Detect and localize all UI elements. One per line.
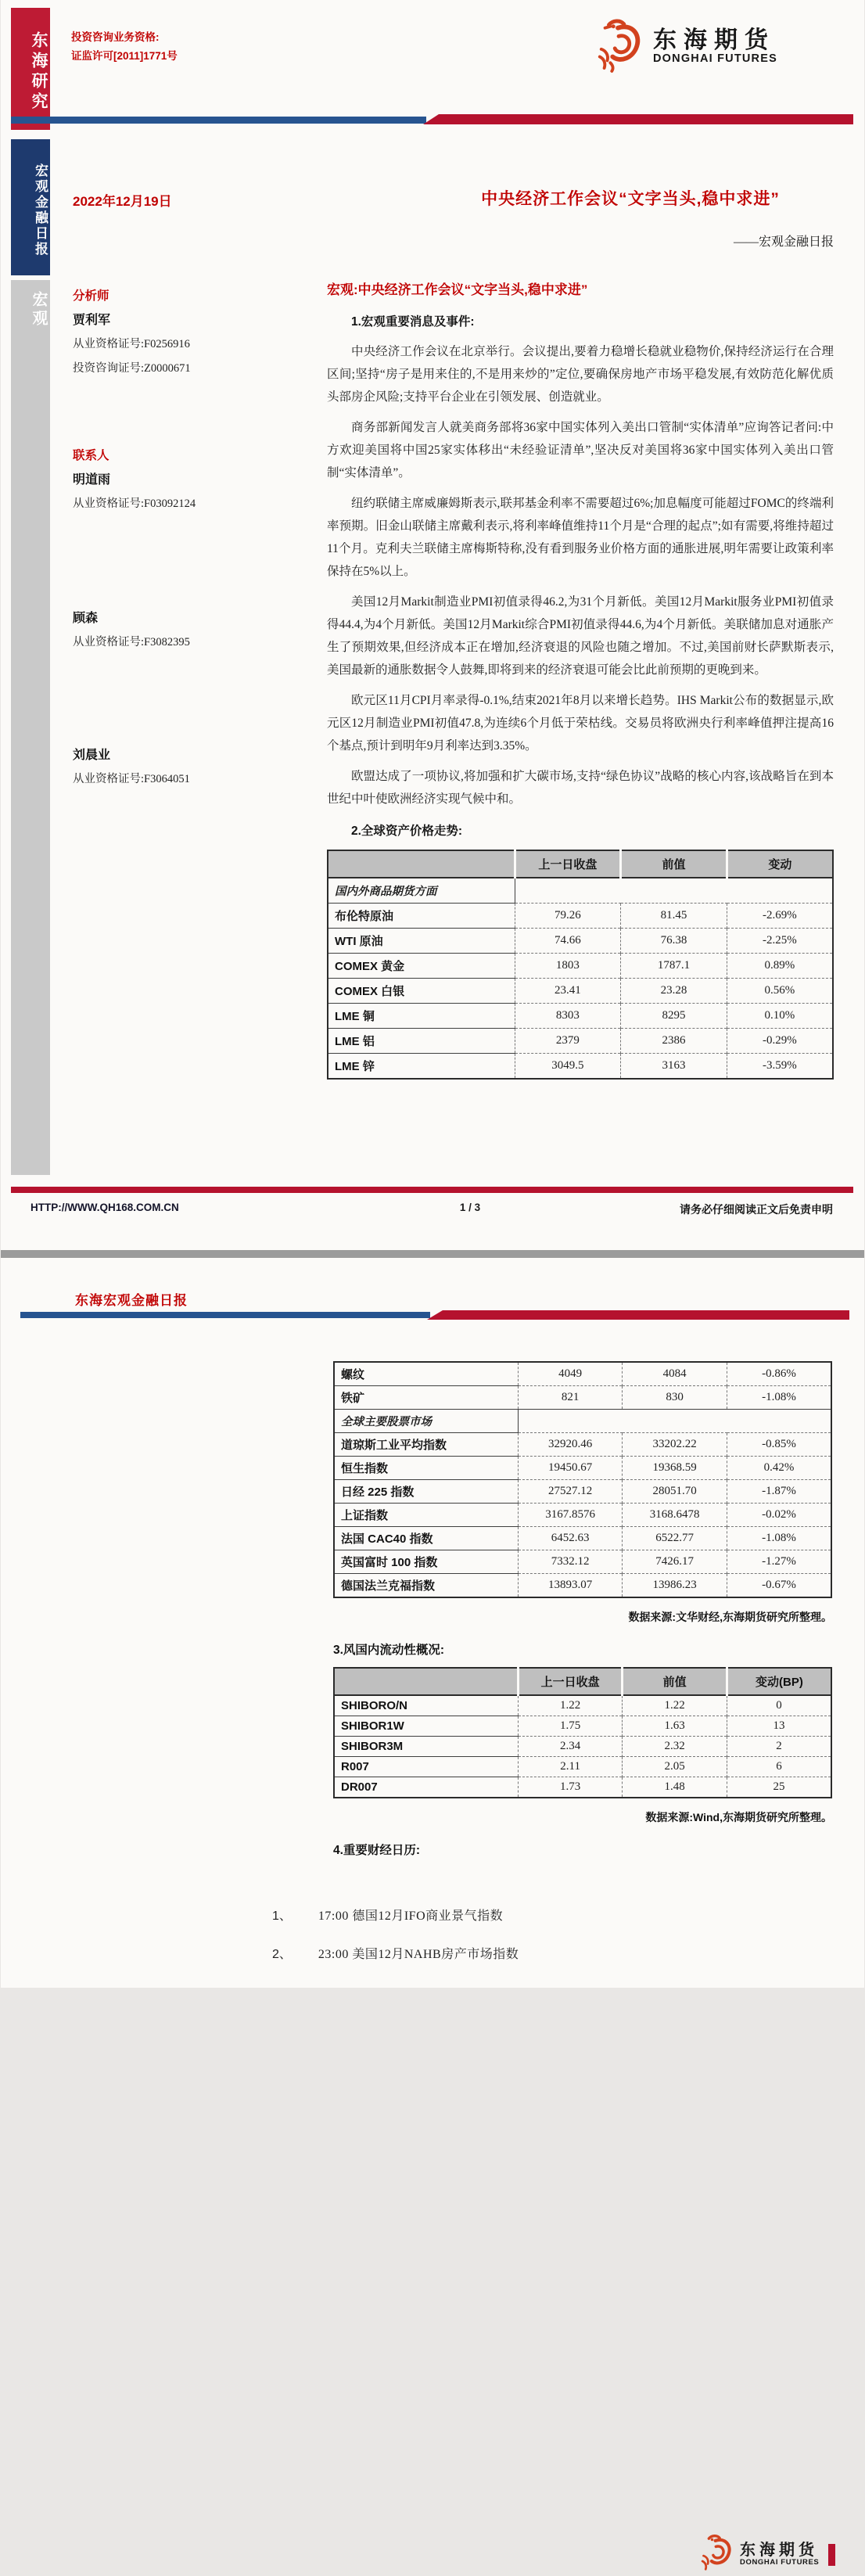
paragraph: 中央经济工作会议在北京举行。会议提出,要着力稳增长稳就业稳物价,保持经济运行在合理区间;坚持“房子是用来住的,不是用来炒的”定位,要确保房地产市场平稳发展,有效防范化解优质头部房企风险;支持平台企业在引领发展、创造就业。 — [327, 345, 834, 404]
report-date: 2022年12月19日 — [73, 194, 172, 209]
row-label: R007 — [334, 1757, 518, 1777]
row-label: SHIBORO/N — [334, 1695, 518, 1716]
row-close: 2.11 — [518, 1757, 623, 1777]
row-close: 27527.12 — [518, 1480, 623, 1504]
table-row — [334, 1716, 831, 1737]
calendar-item — [272, 1944, 835, 1962]
row-close: 79.26 — [515, 904, 621, 929]
row-close: 2.34 — [518, 1737, 623, 1757]
table-row — [328, 979, 833, 1004]
analyst-name: 贾利军 — [73, 314, 111, 327]
row-close: 1.75 — [518, 1716, 623, 1737]
qualification-line1: 投资咨询业务资格: — [71, 31, 160, 43]
calendar-item-text: 17:00 德国12月IFO商业景气指数 — [318, 1910, 504, 1923]
row-prev: 1.48 — [623, 1777, 727, 1798]
qualification-line2: 证监许可[2011]1771号 — [71, 50, 178, 62]
row-close: 23.41 — [515, 979, 621, 1004]
table-row — [334, 1737, 831, 1757]
table-section-label: 国内外商品期货方面 — [328, 878, 515, 904]
table-row — [334, 1457, 831, 1480]
row-change: -2.25% — [727, 929, 833, 954]
analyst-block — [73, 284, 307, 381]
macro-heading: 宏观:中央经济工作会议“文字当头,稳中求进” — [327, 282, 588, 297]
row-change: -0.29% — [727, 1029, 833, 1054]
row-change: -1.08% — [727, 1386, 831, 1410]
liquidity-table — [333, 1667, 832, 1798]
table-row — [334, 1757, 831, 1777]
analyst-cert: 从业资格证号:F0256916 — [73, 338, 190, 350]
table-row — [328, 1054, 833, 1080]
report-canvas — [1, 0, 864, 2567]
report-subtitle: ——宏观金融日报 — [733, 235, 834, 249]
page-number: 1 / 3 — [459, 1202, 481, 1213]
row-label: SHIBOR1W — [334, 1716, 518, 1737]
row-prev: 23.28 — [621, 979, 727, 1004]
table-row — [328, 929, 833, 954]
row-label: 上证指数 — [334, 1504, 518, 1527]
row-label: LME 铝 — [328, 1029, 515, 1054]
row-label: 德国法兰克福指数 — [334, 1574, 518, 1598]
page-divider — [1, 1250, 864, 1258]
table-header-close: 上一日收盘 — [515, 850, 621, 878]
economic-calendar — [272, 1906, 835, 1982]
section-title-4: 4.重要财经日历: — [333, 1844, 421, 1857]
row-prev: 6522.77 — [623, 1527, 727, 1550]
row-label: 铁矿 — [334, 1386, 518, 1410]
row-prev: 2.05 — [623, 1757, 727, 1777]
contact-block — [73, 743, 307, 792]
row-change: 6 — [727, 1757, 831, 1777]
table-row — [334, 1386, 831, 1410]
source-note-assets: 数据来源:文华财经,东海期货研究所整理。 — [628, 1611, 832, 1623]
divider-blue-segment — [11, 117, 426, 124]
calendar-item-number: 1、 — [272, 1910, 292, 1923]
article-body — [327, 278, 834, 1080]
row-prev: 19368.59 — [623, 1457, 727, 1480]
row-change: -1.08% — [727, 1527, 831, 1550]
contact-heading: 联系人 — [73, 449, 109, 462]
row-change: 0.10% — [727, 1004, 833, 1029]
donghai-logo-small — [699, 2533, 835, 2576]
row-change: 2 — [727, 1737, 831, 1757]
row-label: COMEX 白银 — [328, 979, 515, 1004]
contact-cert: 从业资格证号:F3064051 — [73, 773, 190, 785]
row-label: SHIBOR3M — [334, 1737, 518, 1757]
page-1 — [1, 0, 864, 1250]
table-row — [334, 1574, 831, 1598]
table-header-prev: 前值 — [623, 1668, 727, 1695]
row-change: -2.69% — [727, 904, 833, 929]
table-row — [334, 1362, 831, 1386]
logo-text — [740, 2542, 819, 2567]
table-header-empty — [328, 850, 515, 878]
series-vertical-label: 宏观金融日报 — [11, 139, 50, 275]
table-row — [334, 1504, 831, 1527]
row-close: 6452.63 — [518, 1527, 623, 1550]
row-prev: 830 — [623, 1386, 727, 1410]
row-close: 4049 — [518, 1362, 623, 1386]
row-prev: 8295 — [621, 1004, 727, 1029]
assets-table-page1 — [327, 850, 834, 1080]
row-prev: 1.22 — [623, 1695, 727, 1716]
divider-red-segment — [423, 114, 853, 124]
footer-url[interactable]: HTTP://WWW.QH168.COM.CN — [31, 1202, 179, 1213]
row-prev: 13986.23 — [623, 1574, 727, 1598]
contact-block — [73, 606, 307, 655]
row-close: 8303 — [515, 1004, 621, 1029]
section-title-3: 3.风国内流动性概况: — [333, 1644, 445, 1657]
research-banner-label: 东海研究 — [30, 31, 48, 113]
row-prev: 28051.70 — [623, 1480, 727, 1504]
table-row — [334, 1777, 831, 1798]
table-header-change: 变动(BP) — [727, 1668, 831, 1695]
analyst-cert: 投资咨询证号:Z0000671 — [73, 362, 191, 375]
row-label: COMEX 黄金 — [328, 954, 515, 979]
table-header-prev: 前值 — [621, 850, 727, 878]
table-row — [334, 1695, 831, 1716]
row-label: 日经 225 指数 — [334, 1480, 518, 1504]
row-change: 13 — [727, 1716, 831, 1737]
row-label: LME 铜 — [328, 1004, 515, 1029]
row-close: 3167.8576 — [518, 1504, 623, 1527]
table-row — [328, 1004, 833, 1029]
page2-body — [333, 1361, 832, 1867]
row-prev: 3168.6478 — [623, 1504, 727, 1527]
row-prev: 2.32 — [623, 1737, 727, 1757]
dragon-logo-icon — [595, 17, 644, 76]
logo-en: DONGHAI FUTURES — [653, 52, 777, 66]
footer-disclaimer: 请务必仔细阅读正文后免责申明 — [680, 1203, 833, 1216]
row-label: 法国 CAC40 指数 — [334, 1527, 518, 1550]
calendar-item-number: 2、 — [272, 1948, 292, 1961]
section-title-2: 2.全球资产价格走势: — [351, 825, 463, 838]
row-close: 2379 — [515, 1029, 621, 1054]
table-section-spacer — [518, 1410, 831, 1433]
table-section-row — [328, 878, 833, 904]
paragraph: 商务部新闻发言人就美商务部将36家中国实体列入美出口管制“实体清单”应询答记者问:中方欢迎美国将中国25家实体移出“未经验证清单”,坚决反对美国将36家中国实体列入美出口管制“实体清单”。 — [327, 421, 834, 480]
qualification-block — [71, 28, 178, 66]
row-prev: 76.38 — [621, 929, 727, 954]
table-section-label: 全球主要股票市场 — [334, 1410, 518, 1433]
contact-name: 刘晨业 — [73, 749, 111, 762]
source-note-liquidity: 数据来源:Wind,东海期货研究所整理。 — [645, 1811, 832, 1823]
contact-cert: 从业资格证号:F3082395 — [73, 636, 190, 648]
table-header-row — [328, 850, 833, 878]
table-row — [334, 1480, 831, 1504]
table-row — [334, 1550, 831, 1574]
row-prev: 33202.22 — [623, 1433, 727, 1457]
page2-header-title: 东海宏观金融日报 — [75, 1293, 188, 1308]
contact-name: 顾森 — [73, 612, 99, 625]
row-change: -0.85% — [727, 1433, 831, 1457]
paragraph: 美国12月Markit制造业PMI初值录得46.2,为31个月新低。美国12月Markit服务业PMI初值录得44.4,为4个月新低。美国12月Markit综合PMI初值录得44.6,为4个月新低。美联储加息对通胀产生了预期效果,但经济成本正在增加,经济衰退的风险也随之增加。不过,美国前财长萨默斯表示,美国最新的通胀数据令人鼓舞,即将到来的经济衰退可能会比此前预期的更晚到来。 — [327, 595, 834, 677]
row-change: 0.56% — [727, 979, 833, 1004]
row-change: -1.27% — [727, 1550, 831, 1574]
contact-cert: 从业资格证号:F03092124 — [73, 498, 196, 510]
row-change: -3.59% — [727, 1054, 833, 1080]
row-label: 道琼斯工业平均指数 — [334, 1433, 518, 1457]
table-row — [328, 1029, 833, 1054]
calendar-item-text: 23:00 美国12月NAHB房产市场指数 — [318, 1948, 519, 1961]
row-change: 0 — [727, 1695, 831, 1716]
paragraph: 纽约联储主席威廉姆斯表示,联邦基金利率不需要超过6%;加息幅度可能超过FOMC的终端利率预期。旧金山联储主席戴利表示,将利率峰值维持11个月是“合理的起点”;如有需要,将维持超过11个月。克利夫兰联储主席梅斯特称,没有看到服务业价格方面的通胀进展,明年需要让政策利率保持在5%以上。 — [327, 497, 834, 578]
row-change: -1.87% — [727, 1480, 831, 1504]
row-prev: 7426.17 — [623, 1550, 727, 1574]
divider-red-segment — [427, 1310, 849, 1320]
logo-red-endcap — [828, 2544, 835, 2566]
table-header-empty — [334, 1668, 518, 1695]
row-label: 螺纹 — [334, 1362, 518, 1386]
table-row — [334, 1433, 831, 1457]
row-close: 821 — [518, 1386, 623, 1410]
section-title-1: 1.宏观重要消息及事件: — [351, 315, 475, 329]
divider-blue-segment — [20, 1312, 430, 1318]
page2-divider-bar — [20, 1310, 849, 1320]
row-prev: 3163 — [621, 1054, 727, 1080]
row-close: 74.66 — [515, 929, 621, 954]
logo-text — [653, 27, 777, 66]
row-close: 1.73 — [518, 1777, 623, 1798]
row-prev: 1787.1 — [621, 954, 727, 979]
research-vertical-banner — [11, 8, 50, 130]
row-close: 1.22 — [518, 1695, 623, 1716]
contact-block — [73, 444, 307, 516]
donghai-logo — [595, 17, 777, 76]
row-change: 0.42% — [727, 1457, 831, 1480]
row-label: 布伦特原油 — [328, 904, 515, 929]
paragraph: 欧元区11月CPI月率录得-0.1%,结束2021年8月以来增长趋势。IHS Markit公布的数据显示,欧元区12月制造业PMI初值47.8,为连续6个月低于荣枯线。交易员将欧洲央行利率峰值押注提高16个基点,预计到明年9月利率达到3.35%。 — [327, 694, 834, 753]
table-row — [328, 954, 833, 979]
row-label: 恒生指数 — [334, 1457, 518, 1480]
contact-name: 明道雨 — [73, 473, 111, 487]
row-close: 7332.12 — [518, 1550, 623, 1574]
table-row — [334, 1527, 831, 1550]
row-change: -0.86% — [727, 1362, 831, 1386]
row-label: 英国富时 100 指数 — [334, 1550, 518, 1574]
row-close: 13893.07 — [518, 1574, 623, 1598]
row-close: 3049.5 — [515, 1054, 621, 1080]
row-prev: 4084 — [623, 1362, 727, 1386]
category-vertical-label: 宏观 — [11, 280, 50, 1175]
logo-cn: 东海期货 — [653, 27, 775, 54]
row-change: 0.89% — [727, 954, 833, 979]
table-header-row — [334, 1668, 831, 1695]
logo-en: DONGHAI FUTURES — [740, 2558, 820, 2567]
table-section-row — [334, 1410, 831, 1433]
table-header-change: 变动 — [727, 850, 833, 878]
row-prev: 81.45 — [621, 904, 727, 929]
row-change: -0.02% — [727, 1504, 831, 1527]
row-label: WTI 原油 — [328, 929, 515, 954]
row-change: -0.67% — [727, 1574, 831, 1598]
dragon-logo-icon — [699, 2533, 734, 2576]
calendar-item — [272, 1906, 835, 1924]
analyst-heading: 分析师 — [73, 289, 109, 303]
report-title: 中央经济工作会议“文字当头,稳中求进” — [481, 190, 780, 208]
header-divider-bar — [11, 114, 853, 124]
table-header-close: 上一日收盘 — [518, 1668, 623, 1695]
logo-cn: 东海期货 — [740, 2542, 818, 2560]
row-close: 1803 — [515, 954, 621, 979]
row-label: DR007 — [334, 1777, 518, 1798]
row-label: LME 锌 — [328, 1054, 515, 1080]
footer-divider-bar — [11, 1187, 853, 1193]
row-close: 19450.67 — [518, 1457, 623, 1480]
row-close: 32920.46 — [518, 1433, 623, 1457]
table-row — [328, 904, 833, 929]
row-prev: 2386 — [621, 1029, 727, 1054]
row-change: 25 — [727, 1777, 831, 1798]
paragraph: 欧盟达成了一项协议,将加强和扩大碳市场,支持“绿色协议”战略的核心内容,该战略旨在到本世纪中叶使欧洲经济实现气候中和。 — [327, 770, 834, 806]
assets-table-page2 — [333, 1361, 832, 1598]
page-2 — [1, 1258, 864, 2567]
row-prev: 1.63 — [623, 1716, 727, 1737]
table-section-spacer — [515, 878, 833, 904]
